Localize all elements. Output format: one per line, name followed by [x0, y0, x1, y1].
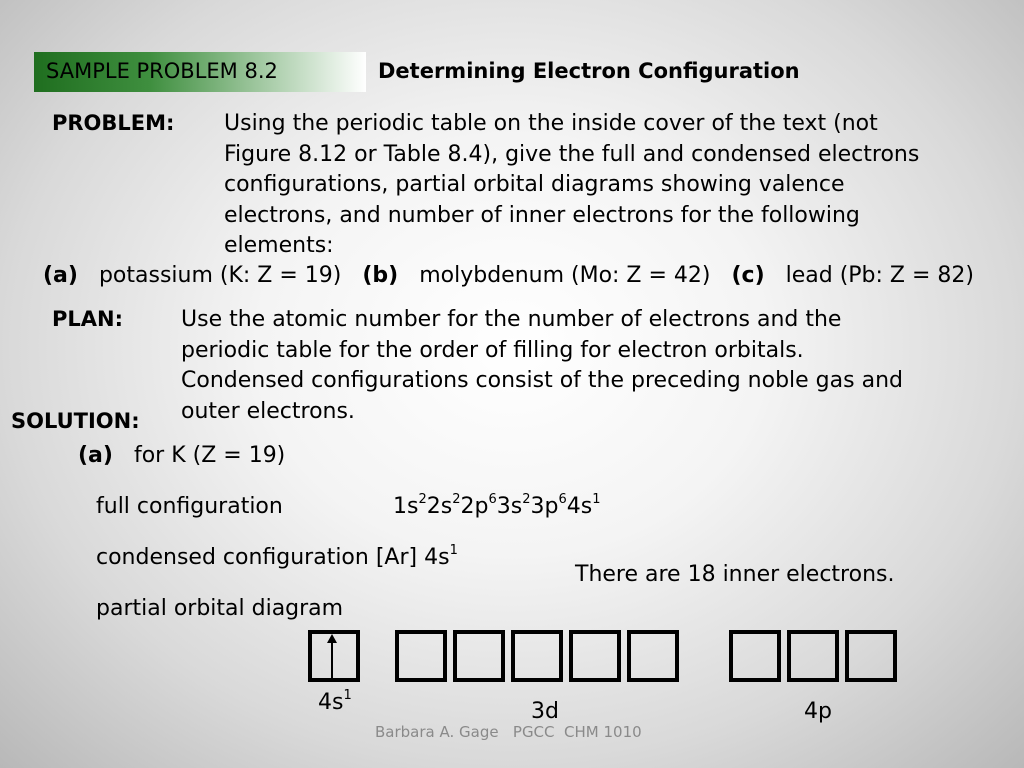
- plan-text: [181, 305, 1011, 427]
- orbital-box-3d: [511, 630, 563, 682]
- problem-line: electrons, and number of inner electrons for the following: [224, 202, 860, 228]
- condensed-config: [96, 545, 458, 570]
- solution-part-tag: (a): [78, 443, 113, 468]
- up-arrow-icon: [312, 634, 356, 678]
- condensed-config-exp: 1: [449, 543, 458, 558]
- orbital-box-4p: [729, 630, 781, 682]
- problem-heading: PROBLEM:: [52, 111, 175, 135]
- sample-problem-label: SAMPLE PROBLEM 8.2: [46, 59, 278, 83]
- footer-credit: Barbara A. Gage PGCC CHM 1010: [375, 723, 642, 741]
- solution-heading: SOLUTION:: [11, 409, 140, 433]
- orbital-box-3d: [627, 630, 679, 682]
- full-config-label: full configuration: [96, 494, 283, 519]
- solution-part: [78, 443, 285, 468]
- condensed-config-label: condensed configuration: [96, 545, 369, 570]
- element-list: [43, 263, 974, 288]
- inner-electrons-note: There are 18 inner electrons.: [575, 562, 895, 587]
- orbital-box-4s: [308, 630, 360, 682]
- problem-line: elements:: [224, 233, 334, 258]
- plan-line: Use the atomic number for the number of electrons and the: [181, 307, 842, 332]
- problem-line: configurations, partial orbital diagrams showing valence: [224, 172, 845, 197]
- orbital-label-4p: 4p: [804, 699, 832, 724]
- orbital-box-3d: [569, 630, 621, 682]
- problem-line: Figure 8.12 or Table 8.4), give the full and condensed electrons: [224, 141, 920, 167]
- item-c-tag: (c): [731, 263, 765, 288]
- problem-text: [224, 109, 1014, 262]
- orbital-box-3d: [453, 630, 505, 682]
- full-config-value: $1s^22s^22p^63s^23p^64s^1$: [393, 492, 601, 519]
- item-b-tag: (b): [362, 263, 399, 288]
- problem-line: Using the periodic table on the inside cover of the text (not: [224, 111, 878, 136]
- solution-part-text: for K (Z = 19): [133, 443, 286, 468]
- orbital-box-4p: [845, 630, 897, 682]
- plan-line: outer electrons.: [181, 398, 355, 424]
- plan-heading: PLAN:: [52, 307, 123, 331]
- condensed-config-core: [Ar] 4s: [375, 545, 450, 570]
- plan-line: Condensed configurations consist of the preceding noble gas and: [181, 368, 903, 393]
- orbital-label-3d: 3d: [531, 699, 559, 724]
- item-a-text: potassium (K: Z = 19): [98, 263, 342, 288]
- slide-title: Determining Electron Configuration: [378, 59, 800, 83]
- orbital-label-4s: $4s^1$: [318, 688, 352, 715]
- orbital-box-3d: [395, 630, 447, 682]
- item-b-text: molybdenum (Mo: Z = 42): [419, 263, 711, 288]
- plan-line: periodic table for the order of filling for electron orbitals.: [181, 337, 804, 363]
- orbital-diagram-label: partial orbital diagram: [96, 596, 344, 621]
- item-a-tag: (a): [43, 263, 78, 288]
- item-c-text: lead (Pb: Z = 82): [785, 263, 974, 288]
- orbital-box-4p: [787, 630, 839, 682]
